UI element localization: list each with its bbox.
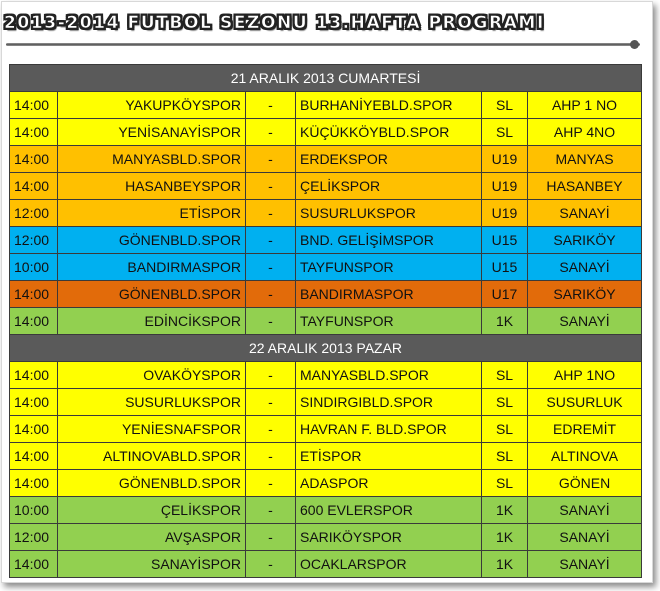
vs-separator: - <box>246 281 296 308</box>
match-row <box>10 227 642 254</box>
venue: SUSURLUK <box>528 389 642 416</box>
away-team: MANYASBLD.SPOR <box>296 362 482 389</box>
vs-separator: - <box>246 254 296 281</box>
home-team: BANDIRMASPOR <box>58 254 246 281</box>
match-time: 14:00 <box>10 119 58 146</box>
home-team: EDİNCİKSPOR <box>58 308 246 335</box>
category: 1K <box>482 308 528 335</box>
match-time: 14:00 <box>10 92 58 119</box>
schedule-table <box>9 64 642 578</box>
match-time: 14:00 <box>10 416 58 443</box>
page-title: 2013-2014 FUTBOL SEZONU 13.HAFTA PROGRAMI <box>4 13 545 33</box>
match-time: 14:00 <box>10 308 58 335</box>
match-row <box>10 254 642 281</box>
venue: EDREMİT <box>528 416 642 443</box>
match-row <box>10 524 642 551</box>
away-team: KÜÇÜKKÖYBLD.SPOR <box>296 119 482 146</box>
category: SL <box>482 92 528 119</box>
venue: AHP 1 NO <box>528 92 642 119</box>
vs-separator: - <box>246 389 296 416</box>
away-team: SARIKÖYSPOR <box>296 524 482 551</box>
away-team: OCAKLARSPOR <box>296 551 482 578</box>
match-row <box>10 173 642 200</box>
home-team: ÇELİKSPOR <box>58 497 246 524</box>
day-header: 22 ARALIK 2013 PAZAR <box>10 335 642 362</box>
match-row <box>10 119 642 146</box>
category: U15 <box>482 254 528 281</box>
match-row <box>10 470 642 497</box>
match-row <box>10 362 642 389</box>
category: SL <box>482 470 528 497</box>
vs-separator: - <box>246 524 296 551</box>
away-team: ADASPOR <box>296 470 482 497</box>
match-row <box>10 416 642 443</box>
away-team: TAYFUNSPOR <box>296 254 482 281</box>
home-team: GÖNENBLD.SPOR <box>58 470 246 497</box>
category: U17 <box>482 281 528 308</box>
title-underline-dot <box>630 40 639 49</box>
venue: SANAYİ <box>528 200 642 227</box>
venue: SANAYİ <box>528 497 642 524</box>
away-team: TAYFUNSPOR <box>296 308 482 335</box>
category: SL <box>482 416 528 443</box>
match-row <box>10 200 642 227</box>
match-row <box>10 92 642 119</box>
vs-separator: - <box>246 119 296 146</box>
match-time: 12:00 <box>10 524 58 551</box>
home-team: YENİESNAFSPOR <box>58 416 246 443</box>
venue: SANAYİ <box>528 524 642 551</box>
venue: SANAYİ <box>528 551 642 578</box>
vs-separator: - <box>246 443 296 470</box>
home-team: AVŞASPOR <box>58 524 246 551</box>
match-row <box>10 389 642 416</box>
home-team: HASANBEYSPOR <box>58 173 246 200</box>
day-header: 21 ARALIK 2013 CUMARTESİ <box>10 65 642 92</box>
home-team: ALTINOVABLD.SPOR <box>58 443 246 470</box>
venue: AHP 1NO <box>528 362 642 389</box>
match-row <box>10 551 642 578</box>
match-row <box>10 497 642 524</box>
category: SL <box>482 443 528 470</box>
vs-separator: - <box>246 200 296 227</box>
vs-separator: - <box>246 227 296 254</box>
match-time: 14:00 <box>10 551 58 578</box>
category: SL <box>482 389 528 416</box>
vs-separator: - <box>246 308 296 335</box>
category: U19 <box>482 146 528 173</box>
home-team: YENİSANAYİSPOR <box>58 119 246 146</box>
home-team: SUSURLUKSPOR <box>58 389 246 416</box>
match-time: 14:00 <box>10 173 58 200</box>
vs-separator: - <box>246 173 296 200</box>
vs-separator: - <box>246 416 296 443</box>
day-header-row <box>10 65 642 92</box>
match-time: 12:00 <box>10 227 58 254</box>
match-time: 12:00 <box>10 200 58 227</box>
match-time: 14:00 <box>10 281 58 308</box>
schedule-body <box>10 65 642 578</box>
home-team: SANAYİSPOR <box>58 551 246 578</box>
away-team: SINDIRGIBLD.SPOR <box>296 389 482 416</box>
home-team: YAKUPKÖYSPOR <box>58 92 246 119</box>
away-team: SUSURLUKSPOR <box>296 200 482 227</box>
title-underline <box>6 43 640 46</box>
match-row <box>10 281 642 308</box>
vs-separator: - <box>246 362 296 389</box>
match-row <box>10 443 642 470</box>
category: U15 <box>482 227 528 254</box>
home-team: GÖNENBLD.SPOR <box>58 281 246 308</box>
vs-separator: - <box>246 92 296 119</box>
category: SL <box>482 362 528 389</box>
away-team: ÇELİKSPOR <box>296 173 482 200</box>
match-time: 10:00 <box>10 497 58 524</box>
away-team: ETİSPOR <box>296 443 482 470</box>
home-team: ETİSPOR <box>58 200 246 227</box>
match-time: 14:00 <box>10 470 58 497</box>
away-team: HAVRAN F. BLD.SPOR <box>296 416 482 443</box>
venue: AHP 4NO <box>528 119 642 146</box>
category: 1K <box>482 551 528 578</box>
category: U19 <box>482 200 528 227</box>
category: 1K <box>482 524 528 551</box>
match-row <box>10 308 642 335</box>
vs-separator: - <box>246 497 296 524</box>
away-team: BND. GELİŞİMSPOR <box>296 227 482 254</box>
category: U19 <box>482 173 528 200</box>
home-team: MANYASBLD.SPOR <box>58 146 246 173</box>
vs-separator: - <box>246 146 296 173</box>
vs-separator: - <box>246 470 296 497</box>
venue: MANYAS <box>528 146 642 173</box>
home-team: GÖNENBLD.SPOR <box>58 227 246 254</box>
day-header-row <box>10 335 642 362</box>
match-row <box>10 146 642 173</box>
venue: HASANBEY <box>528 173 642 200</box>
match-time: 14:00 <box>10 362 58 389</box>
away-team: BANDIRMASPOR <box>296 281 482 308</box>
venue: SANAYİ <box>528 254 642 281</box>
away-team: ERDEKSPOR <box>296 146 482 173</box>
vs-separator: - <box>246 551 296 578</box>
category: SL <box>482 119 528 146</box>
venue: SARIKÖY <box>528 227 642 254</box>
home-team: OVAKÖYSPOR <box>58 362 246 389</box>
away-team: 600 EVLERSPOR <box>296 497 482 524</box>
venue: SANAYİ <box>528 308 642 335</box>
away-team: BURHANİYEBLD.SPOR <box>296 92 482 119</box>
venue: ALTINOVA <box>528 443 642 470</box>
venue: GÖNEN <box>528 470 642 497</box>
match-time: 10:00 <box>10 254 58 281</box>
venue: SARIKÖY <box>528 281 642 308</box>
match-time: 14:00 <box>10 443 58 470</box>
category: 1K <box>482 497 528 524</box>
match-time: 14:00 <box>10 389 58 416</box>
match-time: 14:00 <box>10 146 58 173</box>
